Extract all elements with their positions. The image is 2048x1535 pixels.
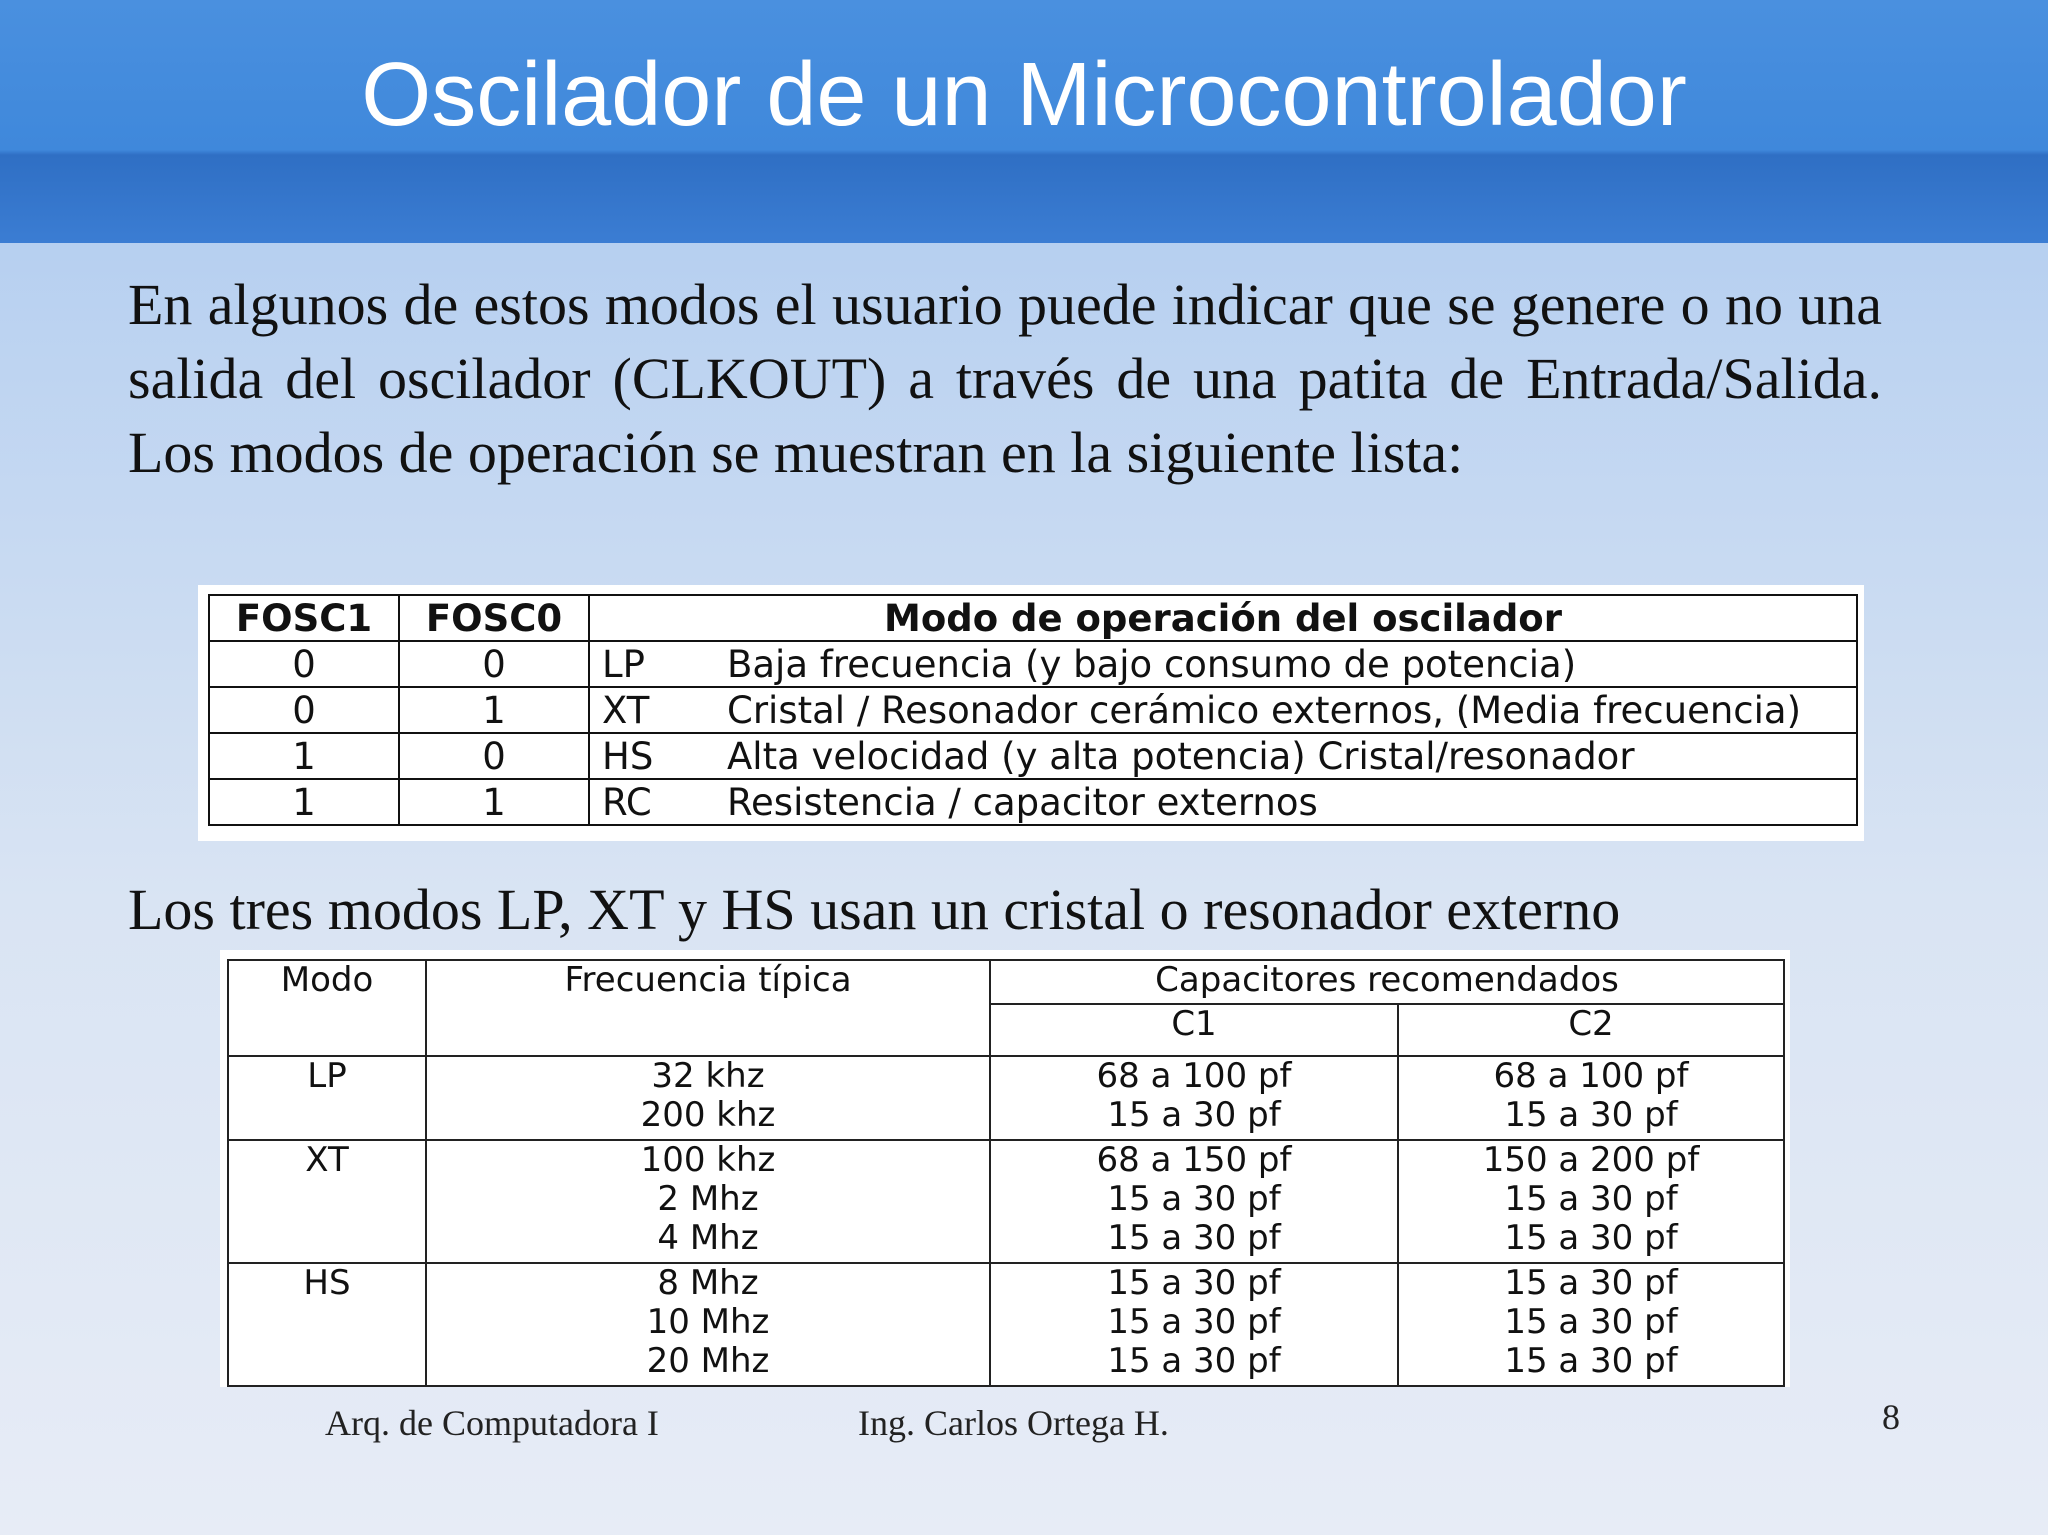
header-modo: Modo [228, 960, 426, 1056]
c2-value: 15 a 30 pf [1504, 1095, 1678, 1135]
capacitor-table [227, 959, 1785, 1387]
frequency-value: 100 khz [640, 1140, 776, 1180]
c2-value: 68 a 100 pf [1493, 1056, 1689, 1096]
fosc0-value: 1 [399, 779, 589, 825]
fosc1-value: 0 [209, 641, 399, 687]
header-c1: C1 [990, 1004, 1398, 1056]
frequency-value: 32 khz [651, 1056, 765, 1096]
c1-cell [990, 1056, 1398, 1140]
table-row [209, 733, 1857, 779]
c2-cell [1398, 1056, 1784, 1140]
fosc0-value: 0 [399, 733, 589, 779]
table-row [209, 641, 1857, 687]
table-row [228, 1263, 1784, 1386]
mode-code: HS [602, 734, 654, 778]
frequency-value: 200 khz [640, 1095, 776, 1135]
table-row [228, 1140, 1784, 1263]
footer-author: Ing. Carlos Ortega H. [858, 1403, 1169, 1443]
mode-description: Resistencia / capacitor externos [727, 780, 1318, 824]
c1-value: 15 a 30 pf [1107, 1302, 1281, 1342]
fosc1-value: 1 [209, 779, 399, 825]
mode-code: XT [602, 688, 650, 732]
mode-cell [589, 641, 1857, 687]
frequency-value: 10 Mhz [646, 1302, 770, 1342]
c1-value: 15 a 30 pf [1107, 1095, 1281, 1135]
c2-value: 150 a 200 pf [1482, 1140, 1700, 1180]
header-fosc0: FOSC0 [399, 595, 589, 641]
fosc1-value: 0 [209, 687, 399, 733]
table-row [228, 1056, 1784, 1140]
mode-description: Baja frecuencia (y bajo consumo de potencia) [727, 642, 1577, 686]
c2-value: 15 a 30 pf [1504, 1218, 1678, 1258]
header-mode: Modo de operación del oscilador [589, 595, 1857, 641]
intro-paragraph: En algunos de estos modos el usuario puede indicar que se genere o no una salida del oscilador (CLKOUT) a través de una patita de Entrada/Salida. Los modos de operación se muestran en la siguiente lista: [128, 272, 1882, 485]
c2-value: 15 a 30 pf [1504, 1263, 1678, 1303]
frequency-value: 20 Mhz [646, 1341, 770, 1381]
c1-value: 68 a 100 pf [1096, 1056, 1292, 1096]
header-capacitores: Capacitores recomendados [990, 960, 1784, 1004]
mode-value: HS [228, 1263, 426, 1386]
footer-course: Arq. de Computadora I [325, 1403, 659, 1443]
table-row [209, 779, 1857, 825]
table-row [209, 687, 1857, 733]
oscillator-modes-table-card [198, 585, 1864, 841]
frequency-cell [426, 1056, 990, 1140]
title-bar [0, 0, 2048, 243]
c2-value: 15 a 30 pf [1504, 1302, 1678, 1342]
c2-value: 15 a 30 pf [1504, 1341, 1678, 1381]
c1-cell [990, 1140, 1398, 1263]
c1-value: 15 a 30 pf [1107, 1263, 1281, 1303]
mode-cell [589, 687, 1857, 733]
mode-value: XT [228, 1140, 426, 1263]
frequency-cell [426, 1140, 990, 1263]
mode-cell [589, 733, 1857, 779]
c1-cell [990, 1263, 1398, 1386]
fosc1-value: 1 [209, 733, 399, 779]
header-c2: C2 [1398, 1004, 1784, 1056]
c2-cell [1398, 1140, 1784, 1263]
crystal-modes-subtitle: Los tres modos LP, XT y HS usan un cristal o resonador externo [128, 877, 1621, 942]
header-fosc1: FOSC1 [209, 595, 399, 641]
c1-value: 15 a 30 pf [1107, 1341, 1281, 1381]
mode-description: Alta velocidad (y alta potencia) Cristal/resonador [727, 734, 1635, 778]
mode-description: Cristal / Resonador cerámico externos, (Media frecuencia) [727, 688, 1802, 732]
mode-code: RC [602, 780, 652, 824]
c1-value: 15 a 30 pf [1107, 1218, 1281, 1258]
fosc0-value: 0 [399, 641, 589, 687]
mode-cell [589, 779, 1857, 825]
frequency-cell [426, 1263, 990, 1386]
slide-title: Oscilador de un Microcontrolador [361, 45, 1687, 145]
c2-value: 15 a 30 pf [1504, 1179, 1678, 1219]
header-frecuencia: Frecuencia típica [426, 960, 990, 1056]
c2-cell [1398, 1263, 1784, 1386]
frequency-value: 2 Mhz [657, 1179, 759, 1219]
mode-value: LP [228, 1056, 426, 1140]
mode-code: LP [602, 642, 645, 686]
page-number: 8 [1882, 1397, 1900, 1437]
c1-value: 15 a 30 pf [1107, 1179, 1281, 1219]
fosc0-value: 1 [399, 687, 589, 733]
frequency-value: 4 Mhz [657, 1218, 759, 1258]
frequency-value: 8 Mhz [657, 1263, 759, 1303]
oscillator-modes-table [208, 594, 1858, 826]
c1-value: 68 a 150 pf [1096, 1140, 1292, 1180]
capacitor-table-card [220, 950, 1790, 1387]
